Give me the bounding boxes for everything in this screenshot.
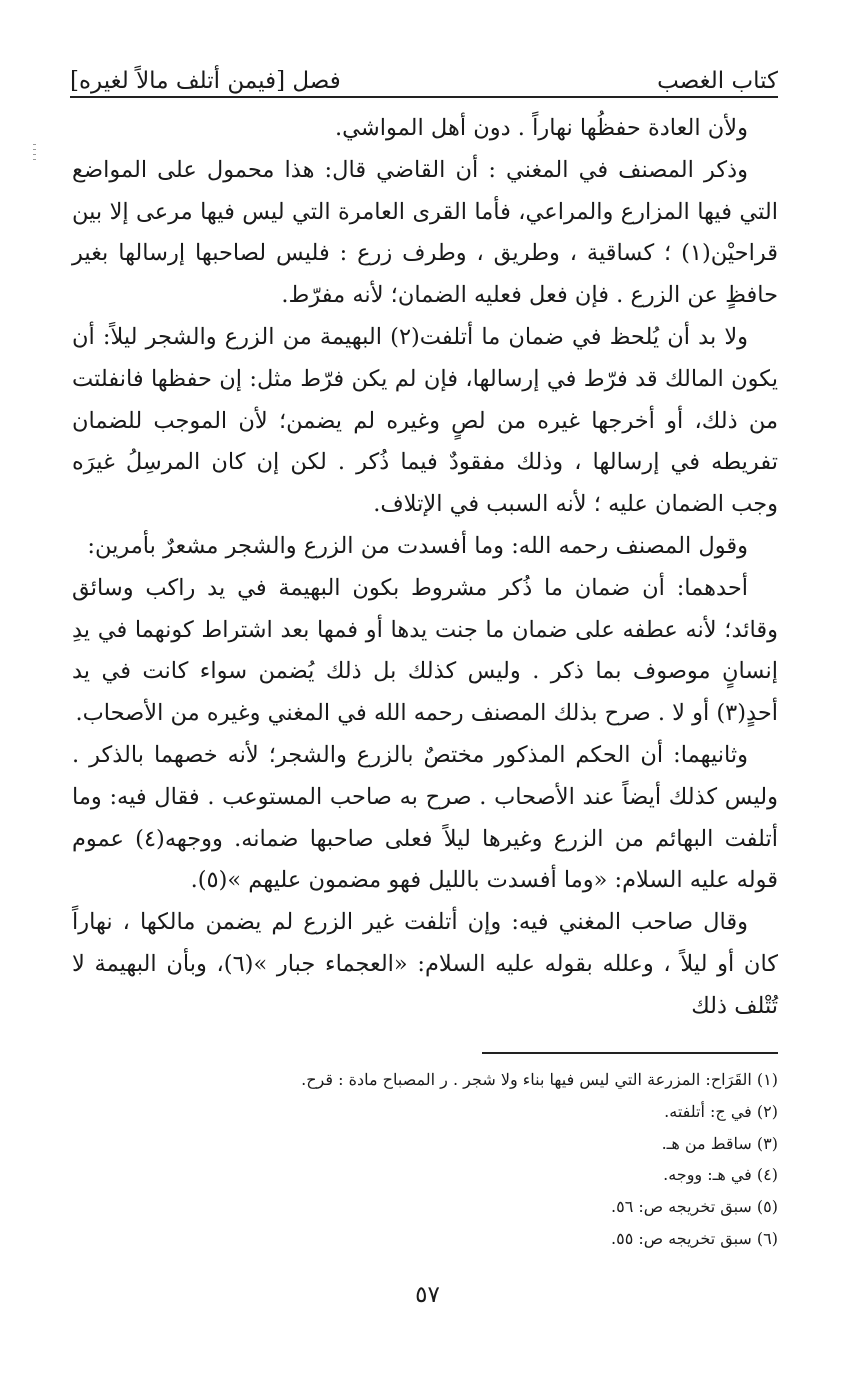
footnote: (٣) ساقط من هـ.	[661, 1133, 778, 1153]
running-header	[70, 50, 778, 94]
footnote: (٦) سبق تخريجه ص: ٥٥.	[611, 1228, 778, 1248]
margin-mark	[30, 140, 36, 170]
paragraph: ولأن العادة حفظُها نهاراً . دون أهل المواشي.	[335, 115, 748, 141]
section-title: فصل [فيمن أتلف مالاً لغيره]	[70, 68, 341, 94]
footnotes	[120, 1064, 778, 1255]
paragraph: وذكر المصنف في المغني : أن القاضي قال: هذا محمول على المواضع التي فيها المزارع والمراعي، فأما القرى العامرة التي ليس فيها مرعى إلا بين قراحيْن(١) ؛ كساقية ، وطريق ، وطرف زرع : فليس لصاحبها إرسالها بغير حافظٍ عن الزرع . فإن فعل فعليه الضمان؛ لأنه مفرّط.	[72, 156, 778, 309]
page-number: ٥٧	[415, 1282, 440, 1308]
main-text	[72, 108, 778, 1028]
paragraph: ولا بد أن يُلحظ في ضمان ما أتلفت(٢) البهيمة من الزرع والشجر ليلاً: أن يكون المالك قد فرّط في إرسالها، فإن لم يكن فرّط مثل: إن حفظها فانفلتت من ذلك، أو أخرجها غيره من لصٍ وغيره لم يضمن؛ لأن الموجب للضمان تفريطه في إرسالها ، وذلك مفقودٌ فيما ذُكر . لكن إن كان المرسِلُ غيرَه وجب الضمان عليه ؛ لأنه السبب في الإتلاف.	[72, 323, 778, 518]
paragraph: وقول المصنف رحمه الله: وما أفسدت من الزرع والشجر مشعرٌ بأمرين:	[87, 532, 748, 559]
paragraph: وقال صاحب المغني فيه: وإن أتلفت غير الزرع لم يضمن مالكها ، نهاراً كان أو ليلاً ، وعلله بقوله عليه السلام: «العجماء جبار »(٦)، وبأن البهيمة لا تُتْلف ذلك	[72, 909, 779, 1019]
header-rule	[70, 96, 778, 98]
footnote: (٥) سبق تخريجه ص: ٥٦.	[611, 1197, 778, 1217]
footnote: (٤) في هـ: ووجه.	[663, 1165, 778, 1185]
paragraph: أحدهما: أن ضمان ما ذُكر مشروط بكون البهيمة في يد راكب وسائق وقائد؛ لأنه عطفه على ضمان ما جنت يدها أو فمها بعد اشتراط كونهما في يدِ إنسانٍ موصوف بما ذكر . وليس كذلك بل ذلك يُضمن سواء كانت في يد أحدٍ(٣) أو لا . صرح بذلك المصنف رحمه الله في المغني وغيره من الأصحاب.	[72, 574, 778, 727]
book-title: كتاب الغصب	[657, 68, 778, 94]
footnote: (٢) في ج: أتلفته.	[664, 1101, 778, 1121]
paragraph: وثانيهما: أن الحكم المذكور مختصٌ بالزرع والشجر؛ لأنه خصهما بالذكر . وليس كذلك أيضاً عند الأصحاب . صرح به صاحب المستوعب . فقال فيه: وما أتلفت البهائم من الزرع وغيرها ليلاً فعلى صاحبها ضمانه. ووجهه(٤) عموم قوله عليه السلام: «وما أفسدت بالليل فهو مضمون عليهم »(٥).	[72, 741, 779, 894]
footnote: (١) القَرَاح: المزرعة التي ليس فيها بناء ولا شجر . ر المصباح مادة : قرح.	[301, 1070, 778, 1089]
footnote-rule	[482, 1052, 778, 1054]
